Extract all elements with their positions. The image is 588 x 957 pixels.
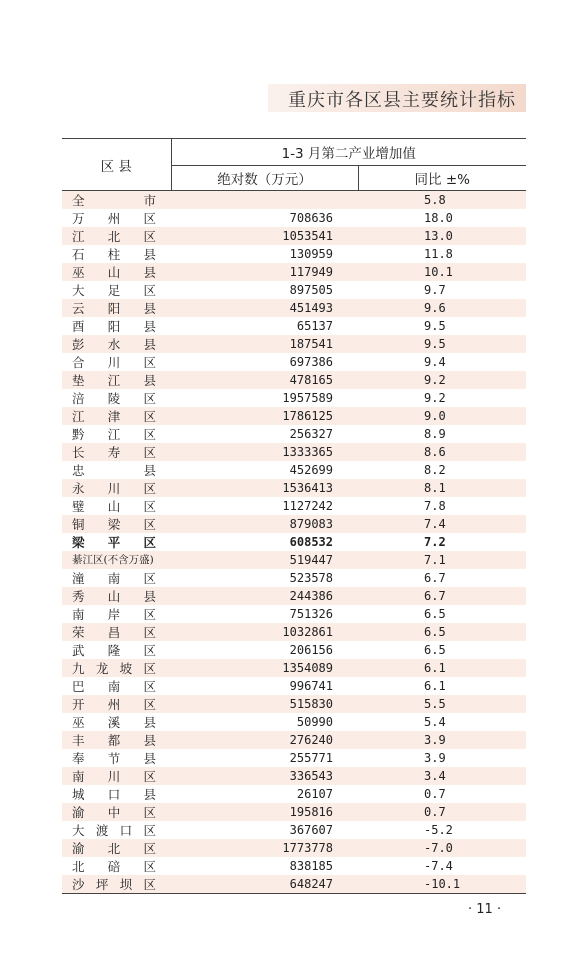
percent-change-cell: 3.4: [358, 767, 526, 785]
page-title-banner: [268, 84, 526, 112]
table-row: [62, 281, 526, 299]
percent-change-cell: -7.0: [358, 839, 526, 857]
percent-change-cell: 9.4: [358, 353, 526, 371]
region-name: 巫 溪 县: [72, 714, 156, 730]
region-name-cell: [62, 245, 171, 263]
region-name: 酉 阳 县: [72, 319, 156, 334]
table-row: [62, 209, 526, 227]
region-name: 黔 江 区: [72, 427, 156, 442]
absolute-value-cell: 708636: [171, 209, 358, 227]
page-title: 重庆市各区县主要统计指标: [288, 90, 516, 111]
region-name-cell: [62, 191, 171, 210]
region-name-cell: [62, 389, 171, 407]
absolute-value-cell: 1773778: [171, 839, 358, 857]
region-name-cell: [62, 605, 171, 623]
region-name: 九 龙 坡 区: [72, 660, 156, 676]
region-name: 巴 南 区: [72, 678, 156, 694]
region-name: 巫 山 县: [72, 265, 156, 280]
region-name: 长 寿 区: [72, 445, 156, 460]
percent-change-cell: 6.1: [358, 659, 526, 677]
absolute-value-cell: 1053541: [171, 227, 358, 245]
region-name-cell: [62, 767, 171, 785]
table-row: [62, 821, 526, 839]
region-name-cell: [62, 803, 171, 821]
table-row: [62, 785, 526, 803]
percent-change-cell: 7.4: [358, 515, 526, 533]
table-row: [62, 461, 526, 479]
percent-change-cell: 3.9: [358, 749, 526, 767]
table-row: [62, 731, 526, 749]
percent-change-cell: 6.5: [358, 623, 526, 641]
absolute-value-cell: 648247: [171, 875, 358, 894]
table-row: [62, 605, 526, 623]
table-row: [62, 551, 526, 569]
percent-change-cell: 7.8: [358, 497, 526, 515]
region-name: 荣 昌 区: [72, 624, 156, 640]
region-name: 秀 山 县: [72, 588, 156, 604]
absolute-value-cell: 451493: [171, 299, 358, 317]
region-name: 潼 南 区: [72, 570, 156, 586]
region-name: 渝 北 区: [72, 840, 156, 856]
table-row: [62, 587, 526, 605]
table-row: [62, 443, 526, 461]
table-row: [62, 857, 526, 875]
region-name: 大 渡 口 区: [72, 822, 156, 838]
absolute-value-cell: 838185: [171, 857, 358, 875]
region-name-cell: [62, 641, 171, 659]
absolute-value-cell: 117949: [171, 263, 358, 281]
table-row: [62, 353, 526, 371]
percent-change-cell: 18.0: [358, 209, 526, 227]
table-row: [62, 389, 526, 407]
table-row: [62, 425, 526, 443]
region-name-cell: [62, 785, 171, 803]
percent-change-cell: -10.1: [358, 875, 526, 894]
region-name: 沙 坪 坝 区: [72, 876, 156, 892]
percent-change-cell: 9.5: [358, 335, 526, 353]
absolute-value-cell: 751326: [171, 605, 358, 623]
table-row: [62, 623, 526, 641]
absolute-value-cell: 1786125: [171, 407, 358, 425]
region-name-cell: [62, 227, 171, 245]
table-row: [62, 335, 526, 353]
region-name: 梁 平 区: [72, 535, 156, 550]
absolute-value-cell: 515830: [171, 695, 358, 713]
region-name: 垫 江 县: [72, 373, 156, 388]
region-name-cell: [62, 263, 171, 281]
column-header-absolute: 绝对数（万元）: [171, 166, 358, 191]
percent-change-cell: 7.1: [358, 551, 526, 569]
percent-change-cell: 0.7: [358, 785, 526, 803]
absolute-value-cell: 256327: [171, 425, 358, 443]
percent-change-cell: 3.9: [358, 731, 526, 749]
absolute-value-cell: 608532: [171, 533, 358, 551]
region-name: 彭 水 县: [72, 337, 156, 352]
region-name-cell: [62, 569, 171, 587]
region-name-cell: [62, 857, 171, 875]
table-row: [62, 533, 526, 551]
absolute-value-cell: 187541: [171, 335, 358, 353]
region-name: 忠 县: [72, 463, 156, 478]
region-name: 涪 陵 区: [72, 391, 156, 406]
percent-change-cell: 6.1: [358, 677, 526, 695]
region-name: 铜 梁 区: [72, 517, 156, 532]
table-row: [62, 299, 526, 317]
table-row: [62, 677, 526, 695]
absolute-value-cell: 1032861: [171, 623, 358, 641]
table-row: [62, 497, 526, 515]
table-row: [62, 713, 526, 731]
region-name: 云 阳 县: [72, 301, 156, 316]
region-name-cell: [62, 875, 171, 894]
percent-change-cell: 6.5: [358, 641, 526, 659]
table-row: [62, 569, 526, 587]
region-name-cell: [62, 461, 171, 479]
region-name: 城 口 县: [72, 786, 156, 802]
region-name: 石 柱 县: [72, 247, 156, 262]
region-name-cell: [62, 623, 171, 641]
absolute-value-cell: 195816: [171, 803, 358, 821]
region-name-cell: [62, 551, 171, 569]
region-name-cell: [62, 299, 171, 317]
percent-change-cell: 13.0: [358, 227, 526, 245]
region-name: 綦江区(不含万盛): [72, 554, 154, 567]
region-name: 武 隆 区: [72, 642, 156, 658]
table-row: [62, 263, 526, 281]
statistics-table: [62, 138, 526, 894]
table-row: [62, 245, 526, 263]
region-name: 合 川 区: [72, 355, 156, 370]
table-row: [62, 515, 526, 533]
percent-change-cell: 8.9: [358, 425, 526, 443]
table-row: [62, 371, 526, 389]
region-name-cell: [62, 353, 171, 371]
region-name: 江 北 区: [72, 229, 156, 244]
region-name-cell: [62, 695, 171, 713]
column-group-header: 1-3 月第二产业增加值: [171, 139, 526, 166]
absolute-value-cell: 523578: [171, 569, 358, 587]
absolute-value-cell: 1957589: [171, 389, 358, 407]
region-name-cell: [62, 731, 171, 749]
table-row: [62, 227, 526, 245]
percent-change-cell: 8.1: [358, 479, 526, 497]
region-name-cell: [62, 587, 171, 605]
absolute-value-cell: 478165: [171, 371, 358, 389]
table-row: [62, 641, 526, 659]
region-name: 璧 山 区: [72, 499, 156, 514]
percent-change-cell: 8.2: [358, 461, 526, 479]
region-name-cell: [62, 281, 171, 299]
region-name-cell: [62, 335, 171, 353]
percent-change-cell: 9.6: [358, 299, 526, 317]
absolute-value-cell: 697386: [171, 353, 358, 371]
region-name-cell: [62, 371, 171, 389]
table-row: [62, 767, 526, 785]
absolute-value-cell: [171, 191, 358, 210]
region-name-cell: [62, 425, 171, 443]
absolute-value-cell: 206156: [171, 641, 358, 659]
absolute-value-cell: 130959: [171, 245, 358, 263]
table-row: [62, 317, 526, 335]
region-name: 万 州 区: [72, 211, 156, 226]
absolute-value-cell: 276240: [171, 731, 358, 749]
page-number: · 11 ·: [468, 902, 502, 917]
region-name: 北 碚 区: [72, 858, 156, 874]
region-name-cell: [62, 677, 171, 695]
table-row: [62, 839, 526, 857]
absolute-value-cell: 1536413: [171, 479, 358, 497]
table-body: [62, 191, 526, 894]
absolute-value-cell: 897505: [171, 281, 358, 299]
table-row: [62, 659, 526, 677]
percent-change-cell: 9.5: [358, 317, 526, 335]
region-name: 全 市: [72, 193, 156, 208]
region-name: 江 津 区: [72, 409, 156, 424]
absolute-value-cell: 519447: [171, 551, 358, 569]
percent-change-cell: 9.2: [358, 371, 526, 389]
table-row: [62, 803, 526, 821]
absolute-value-cell: 65137: [171, 317, 358, 335]
absolute-value-cell: 50990: [171, 713, 358, 731]
region-name-cell: [62, 659, 171, 677]
table-row: [62, 479, 526, 497]
region-name: 南 川 区: [72, 768, 156, 784]
percent-change-cell: -5.2: [358, 821, 526, 839]
percent-change-cell: 8.6: [358, 443, 526, 461]
region-name-cell: [62, 821, 171, 839]
region-name-cell: [62, 443, 171, 461]
absolute-value-cell: 26107: [171, 785, 358, 803]
percent-change-cell: -7.4: [358, 857, 526, 875]
region-name: 大 足 区: [72, 283, 156, 298]
percent-change-cell: 5.5: [358, 695, 526, 713]
absolute-value-cell: 255771: [171, 749, 358, 767]
region-name: 奉 节 县: [72, 750, 156, 766]
region-name: 开 州 区: [72, 696, 156, 712]
region-name: 渝 中 区: [72, 804, 156, 820]
absolute-value-cell: 1127242: [171, 497, 358, 515]
absolute-value-cell: 336543: [171, 767, 358, 785]
region-name: 南 岸 区: [72, 606, 156, 622]
region-name-cell: [62, 317, 171, 335]
table-row: [62, 407, 526, 425]
absolute-value-cell: 1333365: [171, 443, 358, 461]
table-row: [62, 695, 526, 713]
region-name-cell: [62, 839, 171, 857]
percent-change-cell: 11.8: [358, 245, 526, 263]
percent-change-cell: 5.8: [358, 191, 526, 210]
absolute-value-cell: 996741: [171, 677, 358, 695]
region-name-cell: [62, 749, 171, 767]
percent-change-cell: 7.2: [358, 533, 526, 551]
region-name-cell: [62, 479, 171, 497]
absolute-value-cell: 452699: [171, 461, 358, 479]
percent-change-cell: 0.7: [358, 803, 526, 821]
region-name-cell: [62, 515, 171, 533]
region-name: 丰 都 县: [72, 732, 156, 748]
absolute-value-cell: 244386: [171, 587, 358, 605]
percent-change-cell: 9.7: [358, 281, 526, 299]
table-row: [62, 191, 526, 210]
column-header-percent: 同比 ±%: [358, 166, 526, 191]
absolute-value-cell: 367607: [171, 821, 358, 839]
region-name-cell: [62, 533, 171, 551]
percent-change-cell: 6.7: [358, 587, 526, 605]
region-name: 永 川 区: [72, 481, 156, 496]
percent-change-cell: 9.0: [358, 407, 526, 425]
region-name-cell: [62, 497, 171, 515]
column-header-region: 区 县: [62, 139, 171, 191]
table-row: [62, 749, 526, 767]
percent-change-cell: 6.7: [358, 569, 526, 587]
percent-change-cell: 9.2: [358, 389, 526, 407]
region-name-cell: [62, 209, 171, 227]
table-row: [62, 875, 526, 894]
percent-change-cell: 6.5: [358, 605, 526, 623]
percent-change-cell: 5.4: [358, 713, 526, 731]
percent-change-cell: 10.1: [358, 263, 526, 281]
absolute-value-cell: 1354089: [171, 659, 358, 677]
absolute-value-cell: 879083: [171, 515, 358, 533]
region-name-cell: [62, 713, 171, 731]
region-name-cell: [62, 407, 171, 425]
